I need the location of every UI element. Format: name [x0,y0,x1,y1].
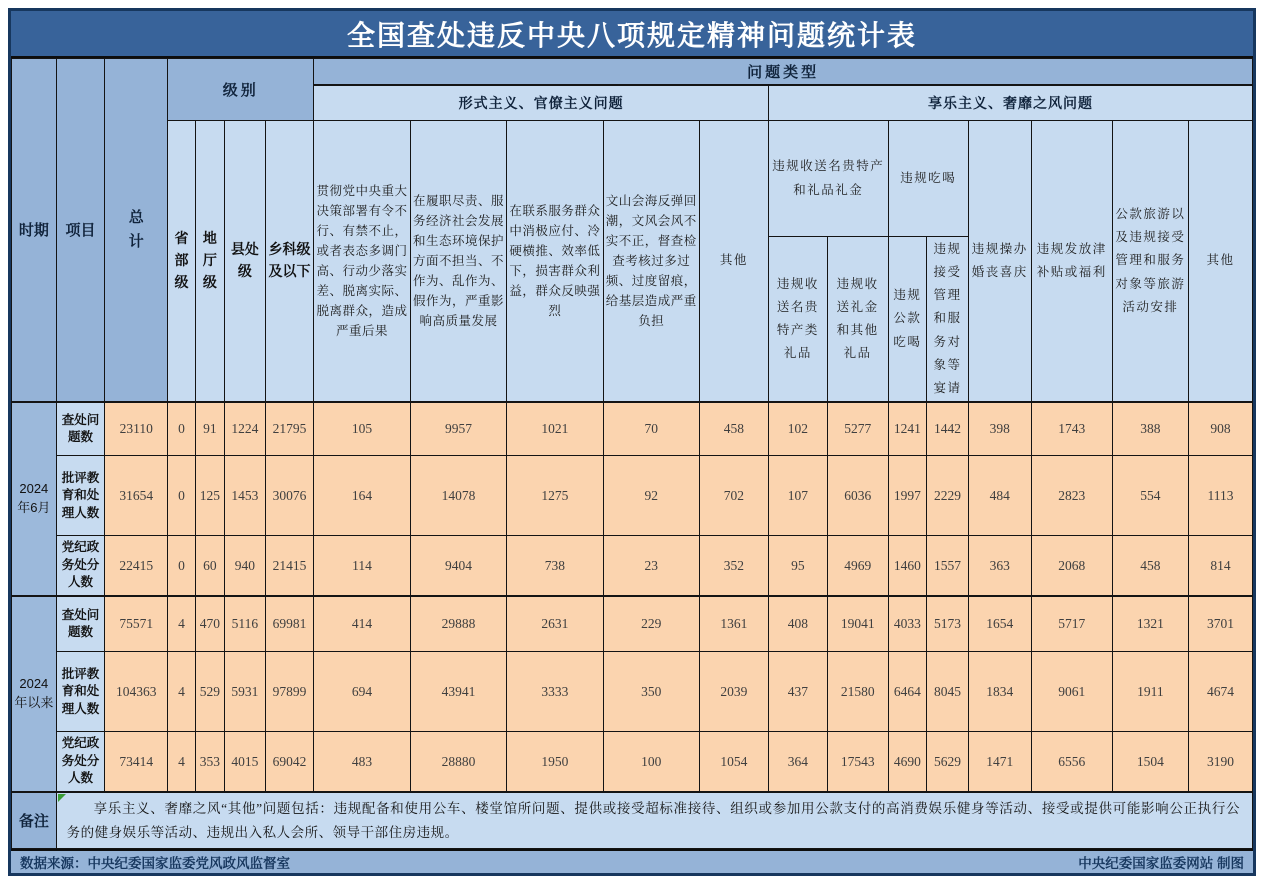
data-cell: 350 [603,652,699,732]
data-cell: 1997 [888,456,927,536]
data-cell: 1557 [927,536,969,596]
data-cell: 104363 [105,652,168,732]
data-cell: 2068 [1031,536,1112,596]
data-cell: 21795 [265,402,314,456]
data-cell: 694 [314,652,410,732]
data-cell: 414 [314,596,410,652]
period-cell: 2024年6月 [12,402,57,596]
data-cell: 352 [699,536,768,596]
data-cell: 95 [768,536,827,596]
data-cell: 1054 [699,732,768,792]
data-cell: 4969 [827,536,888,596]
header-level-prefecture: 地厅级 [195,121,224,402]
item-cell: 批评教育和处理人数 [56,456,105,536]
data-cell: 1654 [968,596,1031,652]
data-cell: 102 [768,402,827,456]
data-cell: 5931 [225,652,266,732]
header-level-county: 县处级 [225,121,266,402]
table-row [12,652,1253,732]
data-cell: 458 [699,402,768,456]
data-cell: 4 [168,596,195,652]
data-cell: 908 [1188,402,1252,456]
period-cell: 2024年以来 [12,596,57,792]
data-cell: 23110 [105,402,168,456]
data-cell: 3333 [507,652,603,732]
data-cell: 4015 [225,732,266,792]
data-cell: 17543 [827,732,888,792]
header-gifts-group: 违规收送名贵特产和礼品礼金 [768,121,888,237]
data-cell: 19041 [827,596,888,652]
header-row-3 [12,121,1253,237]
header-level-township: 乡科级及以下 [265,121,314,402]
data-cell: 5173 [927,596,969,652]
data-cell: 21580 [827,652,888,732]
data-cell: 4674 [1188,652,1252,732]
data-cell: 2229 [927,456,969,536]
data-cell: 5717 [1031,596,1112,652]
data-cell: 363 [968,536,1031,596]
data-cell: 4033 [888,596,927,652]
data-cell: 1743 [1031,402,1112,456]
table-title-bar [11,11,1253,58]
data-cell: 1442 [927,402,969,456]
header-level-province: 省部级 [168,121,195,402]
data-cell: 2823 [1031,456,1112,536]
data-cell: 364 [768,732,827,792]
data-cell: 1504 [1112,732,1188,792]
header-dining-col-banquet: 违规接受管理和服务对象等宴请 [927,237,969,402]
data-cell: 738 [507,536,603,596]
data-cell: 470 [195,596,224,652]
data-cell: 702 [699,456,768,536]
header-hedonism-col-allowances: 违规发放津补贴或福利 [1031,121,1112,402]
header-formalism-col-duty: 在履职尽责、服务经济社会发展和生态环境保护方面不担当、不作为、乱作为、假作为，严重影响高质量发展 [410,121,506,402]
data-cell: 125 [195,456,224,536]
data-cell: 21415 [265,536,314,596]
data-cell: 2631 [507,596,603,652]
data-cell: 8045 [927,652,969,732]
data-cell: 388 [1112,402,1188,456]
data-cell: 5116 [225,596,266,652]
header-row-1 [12,59,1253,85]
data-cell: 22415 [105,536,168,596]
data-cell: 92 [603,456,699,536]
data-cell: 3701 [1188,596,1252,652]
item-cell: 查处问题数 [56,402,105,456]
data-cell: 1911 [1112,652,1188,732]
data-cell: 1113 [1188,456,1252,536]
remark-row [12,792,1253,849]
header-dining-group: 违规吃喝 [888,121,968,237]
data-cell: 70 [603,402,699,456]
data-source: 数据来源：中央纪委国家监委党风政风监督室 [20,856,290,872]
data-cell: 75571 [105,596,168,652]
data-cell: 73414 [105,732,168,792]
data-cell: 1834 [968,652,1031,732]
header-level-group: 级别 [168,59,314,121]
remark-cell [56,792,1252,849]
data-cell: 484 [968,456,1031,536]
data-cell: 1361 [699,596,768,652]
table-row [12,596,1253,652]
data-cell: 60 [195,536,224,596]
data-cell: 2039 [699,652,768,732]
header-period: 时期 [12,59,57,402]
data-cell: 1321 [1112,596,1188,652]
header-formalism-col-other: 其他 [699,121,768,402]
data-cell: 91 [195,402,224,456]
data-cell: 5277 [827,402,888,456]
header-total-label: 总计 [128,208,144,250]
footer-bar [11,849,1253,873]
data-cell: 1275 [507,456,603,536]
data-cell: 0 [168,456,195,536]
data-cell: 100 [603,732,699,792]
data-cell: 1453 [225,456,266,536]
data-cell: 9957 [410,402,506,456]
data-cell: 4 [168,652,195,732]
data-cell: 529 [195,652,224,732]
header-problem-type: 问题类型 [314,59,1253,85]
data-cell: 97899 [265,652,314,732]
data-cell: 105 [314,402,410,456]
item-cell: 党纪政务处分人数 [56,536,105,596]
table-row [12,402,1253,456]
item-cell: 查处问题数 [56,596,105,652]
header-hedonism-col-weddings: 违规操办婚丧喜庆 [968,121,1031,402]
header-gifts-col-specialty: 违规收送名贵特产类礼品 [768,237,827,402]
data-cell: 483 [314,732,410,792]
item-cell: 党纪政务处分人数 [56,732,105,792]
statistics-table [11,58,1253,849]
data-cell: 28880 [410,732,506,792]
data-cell: 940 [225,536,266,596]
header-formalism-col-decisions: 贯彻党中央重大决策部署有令不行、有禁不止，或者表态多调门高、行动少落实差、脱离实际、脱离群众，造成严重后果 [314,121,410,402]
data-cell: 0 [168,536,195,596]
data-cell: 437 [768,652,827,732]
data-cell: 353 [195,732,224,792]
data-cell: 3190 [1188,732,1252,792]
data-cell: 31654 [105,456,168,536]
data-cell: 0 [168,402,195,456]
header-formalism-col-meetings: 文山会海反弹回潮，文风会风不实不正，督查检查考核过多过频、过度留痕，给基层造成严重负担 [603,121,699,402]
table-row [12,732,1253,792]
data-cell: 9404 [410,536,506,596]
remark-text: 享乐主义、奢靡之风“其他”问题包括：违规配备和使用公车、楼堂馆所问题、提供或接受超标准接待、组织或参加用公款支付的高消费娱乐健身等活动、接受或提供可能影响公正执行公务的健身娱乐等活动、违规出入私人会所、领导干部住房违规。 [66,800,1240,840]
data-cell: 814 [1188,536,1252,596]
data-cell: 6036 [827,456,888,536]
data-cell: 9061 [1031,652,1112,732]
header-item: 项目 [56,59,105,402]
statistics-table-frame [8,8,1256,876]
header-gifts-col-cash: 违规收送礼金和其他礼品 [827,237,888,402]
data-cell: 1471 [968,732,1031,792]
data-cell: 107 [768,456,827,536]
data-cell: 1021 [507,402,603,456]
header-formalism-col-masses: 在联系服务群众中消极应付、冷硬横推、效率低下，损害群众利益，群众反映强烈 [507,121,603,402]
data-cell: 408 [768,596,827,652]
data-cell: 4 [168,732,195,792]
data-cell: 458 [1112,536,1188,596]
data-cell: 114 [314,536,410,596]
data-cell: 43941 [410,652,506,732]
data-cell: 6464 [888,652,927,732]
data-cell: 1241 [888,402,927,456]
table-row [12,456,1253,536]
page-title: 全国查处违反中央八项规定精神问题统计表 [346,20,917,52]
remark-label: 备注 [12,792,57,849]
data-cell: 398 [968,402,1031,456]
data-cell: 23 [603,536,699,596]
data-cell: 5629 [927,732,969,792]
header-hedonism-group: 享乐主义、奢靡之风问题 [768,85,1252,121]
header-dining-col-public: 违规公款吃喝 [888,237,927,402]
data-cell: 1224 [225,402,266,456]
header-hedonism-col-travel: 公款旅游以及违规接受管理和服务对象等旅游活动安排 [1112,121,1188,402]
data-cell: 4690 [888,732,927,792]
data-cell: 69042 [265,732,314,792]
data-cell: 1460 [888,536,927,596]
table-row [12,536,1253,596]
data-cell: 29888 [410,596,506,652]
credit: 中央纪委国家监委网站 制图 [1078,856,1244,872]
data-cell: 6556 [1031,732,1112,792]
data-cell: 14078 [410,456,506,536]
data-cell: 69981 [265,596,314,652]
data-cell: 554 [1112,456,1188,536]
data-cell: 164 [314,456,410,536]
header-total [105,59,168,402]
header-hedonism-col-other: 其他 [1188,121,1252,402]
item-cell: 批评教育和处理人数 [56,652,105,732]
data-cell: 229 [603,596,699,652]
header-formalism-group: 形式主义、官僚主义问题 [314,85,769,121]
data-cell: 1950 [507,732,603,792]
corner-mark-icon [58,794,66,802]
data-cell: 30076 [265,456,314,536]
